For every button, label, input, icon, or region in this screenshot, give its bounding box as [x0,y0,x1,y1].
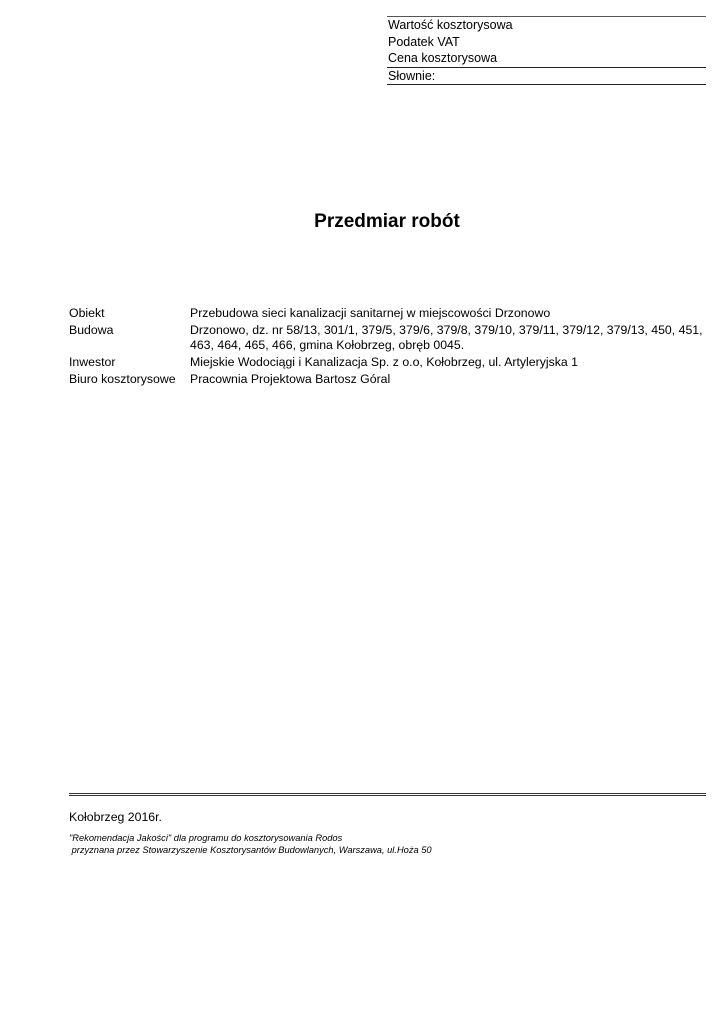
place-and-date: Kołobrzeg 2016r. [69,810,162,824]
cost-summary-bottom-rule [387,84,706,85]
info-value: Pracownia Projektowa Bartosz Góral [190,372,391,386]
info-value: Drzonowo, dz. nr 58/13, 301/1, 379/5, 379/6, 379/8, 379/10, 379/11, 379/12, 379/13, 450, 451, 463, 464, 465, 466, gmina Kołobrzeg, obręb 0045. [190,323,703,352]
footnote-line-2: przyznana przez Stowarzyszenie Kosztorysantów Budowlanych, Warszawa, ul.Hoża 50 [69,845,432,855]
software-footnote [69,832,432,856]
info-label: Budowa [69,323,114,337]
cost-value-label: Wartość kosztorysowa [388,18,513,32]
footnote-line-1: "Rekomendacja Jakości" dla programu do kosztorysowania Rodos [69,833,343,843]
info-label: Obiekt [69,306,105,320]
info-row-object [69,306,705,321]
info-row-investor [69,355,705,370]
document-title: Przedmiar robót [314,211,460,232]
info-row-construction [69,323,705,353]
cost-price-label: Cena kosztorysowa [388,51,498,65]
info-label: Biuro kosztorysowe [69,372,176,386]
info-value: Miejskie Wodociągi i Kanalizacja Sp. z o.o, Kołobrzeg, ul. Artyleryjska 1 [190,355,578,369]
info-row-office [69,372,705,387]
cost-summary-box [387,16,706,85]
vat-label: Podatek VAT [388,34,460,49]
info-value: Przebudowa sieci kanalizacji sanitarnej w miejscowości Drzonowo [190,306,551,320]
footer-divider [69,793,706,796]
words-label: Słownie: [388,68,436,83]
info-label: Inwestor [69,355,116,369]
project-info [69,306,705,389]
